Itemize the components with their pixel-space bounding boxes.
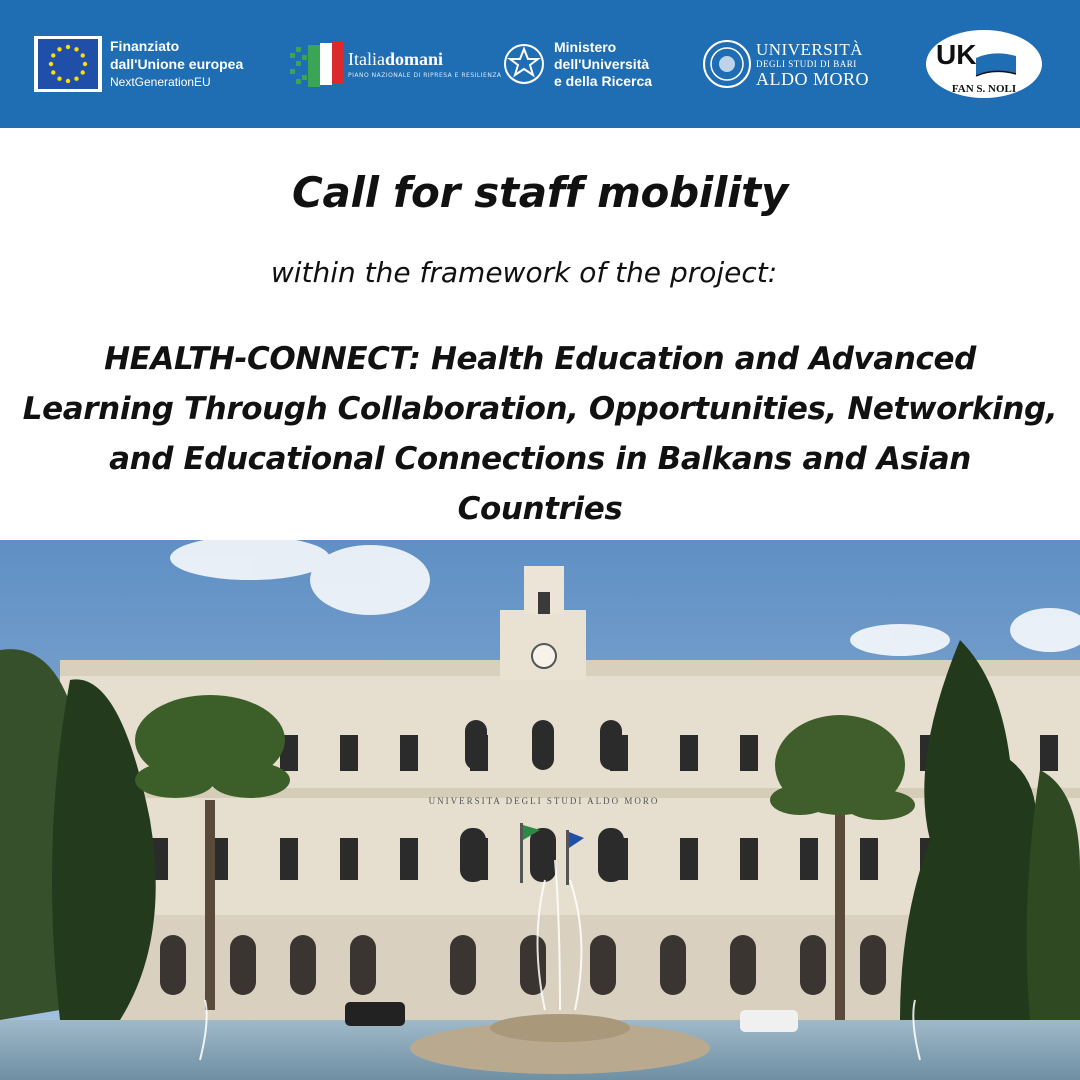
uniba-logo-line2: DEGLI STUDI DI BARI — [756, 58, 857, 69]
parked-car — [345, 1002, 405, 1026]
parked-car — [740, 1010, 798, 1032]
university-bari-logo — [702, 0, 869, 128]
italiadomani-tagline: PIANO NAZIONALE DI RIPRESA E RESILIENZA — [348, 72, 502, 79]
eu-logo-line3: NextGenerationEU — [110, 75, 211, 89]
eu-logo-line1: Finanziato — [110, 38, 180, 54]
open-book-icon — [924, 28, 1044, 100]
project-title-line: Countries — [457, 491, 623, 527]
page-title: Call for staff mobility — [291, 168, 789, 217]
project-title-line: HEALTH-CONNECT: Health Education and Advanced — [104, 341, 976, 377]
ministry-logo-line2: dell'Università — [554, 55, 650, 72]
uniba-logo-line1: UNIVERSITÀ — [756, 39, 863, 59]
italiadomani-logo — [288, 0, 502, 128]
ministry-logo — [502, 0, 652, 128]
subtitle: within the framework of the project: — [270, 256, 778, 289]
ministry-logo-line3: e della Ricerca — [554, 72, 653, 89]
uk-logo-letters: UK — [936, 39, 977, 70]
eu-funding-logo — [34, 0, 243, 128]
project-title-line: Learning Through Collaboration, Opportunities, Networking, — [22, 391, 1058, 427]
eu-logo-line2: dall'Unione europea — [110, 56, 244, 72]
project-title-line: and Educational Connections in Balkans and Asian — [109, 441, 971, 477]
uniba-logo-line3: ALDO MORO — [756, 68, 870, 89]
italiadomani-flag-icon — [288, 35, 346, 93]
eu-flag-icon — [34, 36, 102, 92]
university-building-photo — [0, 540, 1080, 1080]
ministry-logo-line1: Ministero — [554, 38, 617, 55]
italiadomani-word-domani: domani — [384, 49, 444, 69]
university-seal-icon — [702, 39, 752, 89]
project-title — [4, 334, 1076, 534]
italiadomani-word-italia: Italia — [348, 49, 385, 69]
italian-emblem-icon — [502, 37, 546, 91]
building-inscription: UNIVERSITA DEGLI STUDI ALDO MORO — [428, 796, 660, 806]
uk-logo-name: FAN S. NOLI — [951, 83, 1017, 95]
logo-banner — [0, 0, 1080, 128]
university-fan-noli-logo — [924, 0, 1044, 128]
